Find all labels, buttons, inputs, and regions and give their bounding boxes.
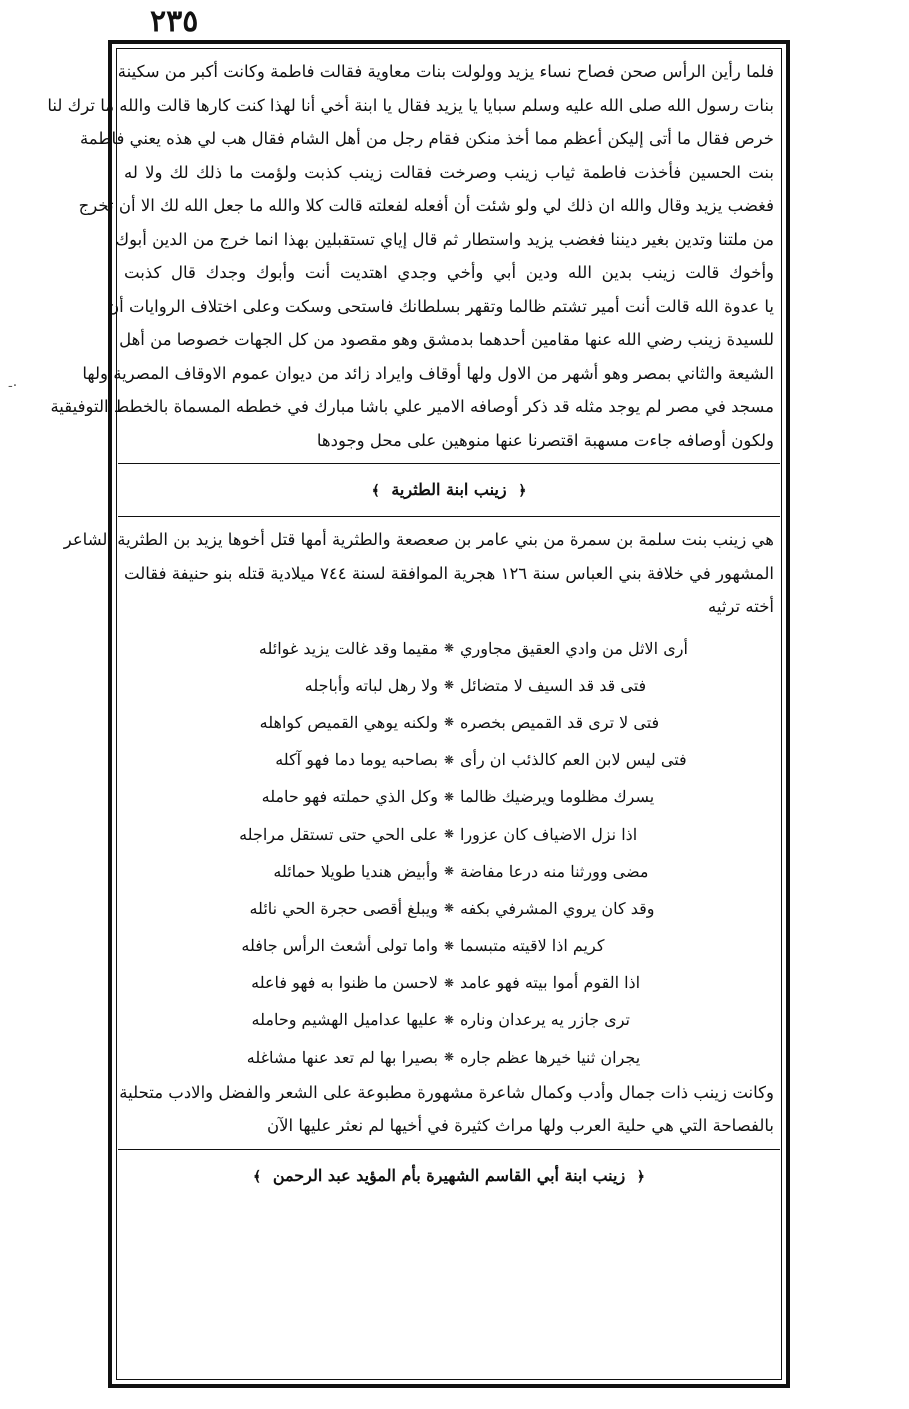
hemistich-second: بصاحبه يوما دما فهو آكله	[275, 750, 438, 770]
hemistich-second: وأبيض هنديا طويلا حمائله	[273, 861, 438, 881]
hemistich-second: على الحي حتى تستقل مراجله	[239, 824, 438, 844]
section-heading	[118, 470, 780, 510]
hemistich-second: واما تولى أشعث الرأس جافله	[241, 936, 438, 956]
text-line: يا عدوة الله قالت أنت أمير تشتم ظالما وتقهر بسلطانك فاستحى وسكت وعلى اختلاف الروايات أن	[107, 296, 774, 316]
verse-separator-icon: ❋	[443, 641, 455, 656]
verse	[126, 815, 772, 852]
verse-separator-icon: ❋	[443, 864, 455, 879]
heading-title: زينب ابنة الطثرية	[391, 480, 507, 499]
text-line: الشيعة والثاني بمصر وهو أشهر من الاول ولها أوقاف وايراد زائد من ديوان عموم الاوقاف المصرية ولها	[82, 363, 774, 383]
verse-separator-icon: ❋	[443, 827, 455, 842]
text-line: هي زينب بنت سلمة بن سمرة من بني عامر بن صعصعة والطثرية أمها قتل أخوها يزيد بن الطثرية الشاعر	[63, 530, 774, 549]
section-closing	[119, 1076, 774, 1143]
hemistich-first: مضى وورثنا منه درعا مفاضة	[460, 861, 649, 881]
text-line: من ملتنا وتدين بغير ديننا فغضب يزيد واستطار ثم قال إياي تستقبلين بهذا انما خرج من الدين أبوك	[115, 229, 774, 249]
text-line: وأخوك قالت زينب بدين الله ودين أبي وأخي وجدي اهتديت أنت وأبوك وجدك قال كذبت	[124, 263, 774, 282]
section-divider	[118, 516, 780, 517]
verse	[126, 667, 772, 704]
verse-separator-icon: ❋	[443, 715, 455, 730]
text-line: مسجد في مصر لم يوجد مثله قد ذكر أوصافه الامير علي باشا مبارك في خططه المسماة بالخطط التوفيقية	[50, 397, 774, 416]
text-line: فغضب يزيد وقال والله ان ذلك لي ولو شئت أن أفعله لفعلته قالت كلا والله ما جعل الله لك الا أن تخرج	[78, 196, 774, 215]
hemistich-second: وكل الذي حملته فهو حامله	[261, 787, 438, 807]
text-line: أخته ترثيه	[708, 597, 774, 616]
hemistich-first: يسرك مظلوما ويرضيك ظالما	[460, 787, 655, 807]
hemistich-first: وقد كان يروي المشرفي بكفه	[460, 898, 655, 918]
section-heading	[118, 1156, 780, 1196]
text-line: فلما رأين الرأس صحن فصاح نساء يزيد وولولت بنات معاوية فقالت فاطمة وكانت أكبر من سكينة	[117, 62, 774, 81]
hemistich-second: بصيرا بها لم تعد عنها مشاغله	[246, 1047, 438, 1067]
hemistich-second: مقيما وقد غالت يزيد غوائله	[258, 638, 438, 658]
heading-ornament-icon: ﴿	[518, 483, 527, 499]
section-divider	[118, 1149, 780, 1150]
verse	[126, 1001, 772, 1038]
hemistich-first: اذا نزل الاضياف كان عزورا	[460, 824, 638, 844]
text-line: المشهور في خلافة بني العباس سنة ١٢٦ هجرية الموافقة لسنة ٧٤٤ ميلادية قتله بنو حنيفة فقالت	[124, 563, 774, 583]
hemistich-second: ويبلغ أقصى حجرة الحي نائله	[249, 898, 438, 918]
section-divider	[118, 463, 780, 464]
page-number: ٢٣٥	[150, 4, 199, 39]
verse	[126, 1039, 772, 1076]
verse-separator-icon: ❋	[443, 938, 455, 953]
verse	[126, 853, 772, 890]
section-intro	[63, 523, 774, 624]
hemistich-first: فتى لا ترى قد القميص بخصره	[460, 712, 660, 732]
verse	[126, 927, 772, 964]
hemistich-first: يجران ثنيا خيرها عظم جاره	[460, 1047, 641, 1067]
heading-ornament-icon: ﴾	[253, 1168, 262, 1185]
text-line: ولكون أوصافه جاءت مسهبة اقتصرنا عنها منوهين على محل وجودها	[316, 430, 774, 450]
verse	[126, 741, 772, 778]
text-line: وكانت زينب ذات جمال وأدب وكمال شاعرة مشهورة مطبوعة على الشعر والفضل والادب متحلية	[119, 1082, 774, 1102]
verse	[126, 890, 772, 927]
hemistich-second: ولا رهل لباته وأباجله	[304, 675, 438, 695]
section-zainab-continuation	[47, 55, 774, 457]
verse-separator-icon: ❋	[443, 901, 455, 916]
verse-separator-icon: ❋	[443, 752, 455, 767]
hemistich-second: لاحسن ما ظنوا به فهو فاعله	[251, 973, 438, 993]
margin-mark: -·	[8, 378, 18, 394]
text-line: بنت الحسين فأخذت فاطمة ثياب زينب وصرخت فقالت زينب كذبت ولؤمت ما ذلك لك ولا له	[124, 162, 774, 182]
verse	[126, 630, 772, 667]
verse	[126, 778, 772, 815]
hemistich-second: ولكنه يوهي القميص كواهله	[259, 712, 438, 732]
verse-separator-icon: ❋	[443, 975, 455, 990]
hemistich-first: كريم اذا لاقيته متبسما	[460, 936, 605, 956]
heading-ornament-icon: ﴾	[371, 483, 380, 499]
hemistich-first: ترى جازر يه يرعدان وناره	[460, 1010, 630, 1030]
elegy-poem	[126, 630, 772, 1076]
hemistich-first: اذا القوم أموا بيته فهو عامد	[460, 973, 641, 993]
page-content	[47, 55, 780, 1380]
verse-separator-icon: ❋	[443, 789, 455, 804]
hemistich-first: فتى ليس لابن العم كالذئب ان رأى	[460, 750, 687, 770]
hemistich-first: فتى قد قد السيف لا متضائل	[460, 675, 647, 695]
text-line: بالفصاحة التي هي حلية العرب ولها مراث كثيرة في أخيها لم نعثر عليها الآن	[266, 1116, 774, 1136]
hemistich-second: عليها عداميل الهشيم وحامله	[251, 1010, 438, 1030]
verse-separator-icon: ❋	[443, 1012, 455, 1027]
heading-title: زينب ابنة أبي القاسم الشهيرة بأم المؤيد عبد الرحمن	[272, 1165, 626, 1185]
hemistich-first: أرى الاثل من وادي العقيق مجاوري	[460, 638, 688, 658]
text-line: للسيدة زينب رضي الله عنها مقامين أحدهما بدمشق وهو مقصود من كل الجهات خصوصا من أهل	[119, 330, 774, 349]
heading-ornament-icon: ﴿	[636, 1168, 645, 1185]
text-line: خرص فقال ما أتى إليكن أعظم مما أخذ منكن فقام رجل من أهل الشام فقال هب لي هذه يعني فاطمة	[79, 129, 774, 148]
text-line: بنات رسول الله صلى الله عليه وسلم سبايا يا يزيد فقال يا ابنة أخي أنا لهذا كنت كارها قالت والله ما ترك لنا	[47, 95, 774, 115]
verse	[126, 964, 772, 1001]
verse-separator-icon: ❋	[443, 678, 455, 693]
verse-separator-icon: ❋	[443, 1050, 455, 1065]
verse	[126, 704, 772, 741]
